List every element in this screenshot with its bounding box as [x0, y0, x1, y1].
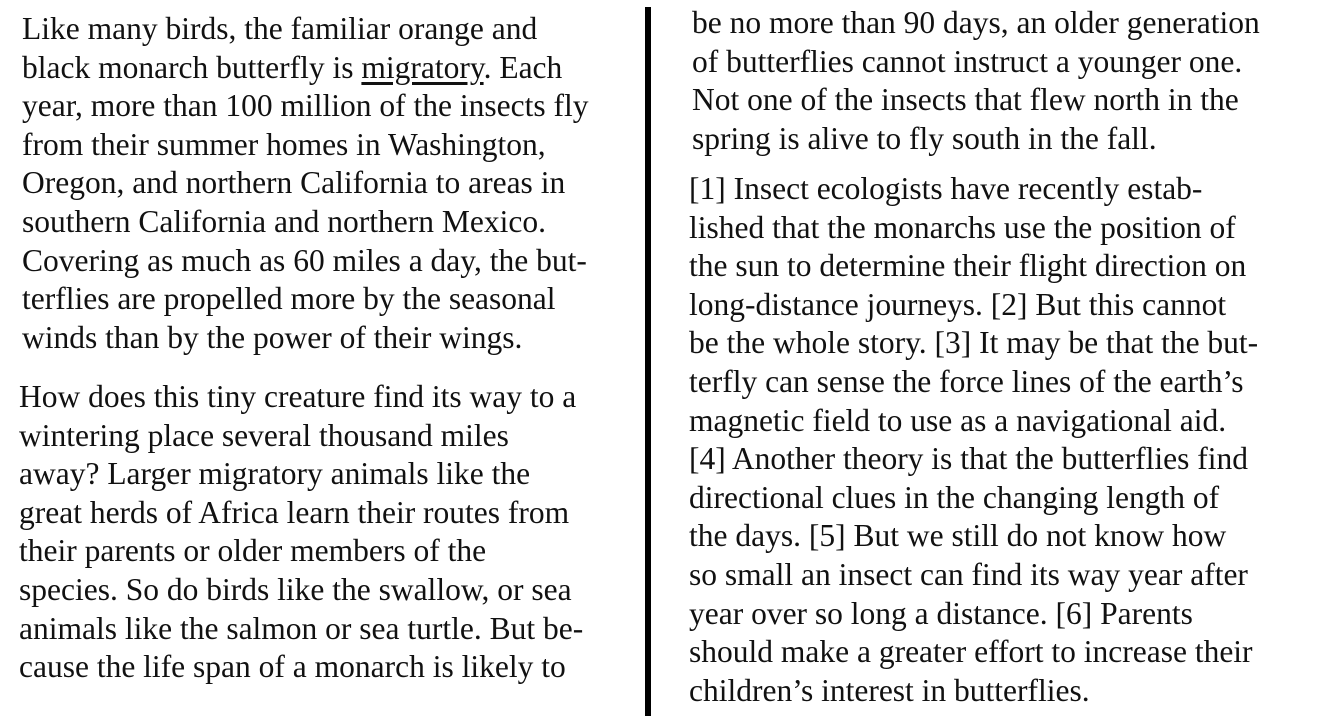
left-paragraph-1: [22, 10, 588, 357]
text-line: year, more than 100 million of the insects fly: [22, 88, 589, 124]
text-line: lished that the monarchs use the position of: [689, 209, 1236, 245]
text-line: year over so long a distance. [6] Parents: [689, 595, 1193, 631]
text-line: terflies are propelled more by the seasonal: [22, 281, 556, 317]
text-line: Not one of the insects that flew north in the: [692, 82, 1239, 118]
text-line: [1] Insect ecologists have recently estab-: [689, 171, 1203, 206]
text-line: magnetic field to use as a navigational aid.: [689, 402, 1227, 438]
text-line: wintering place several thousand miles: [19, 417, 509, 453]
right-paragraph-1: [692, 4, 1260, 158]
text-line: be the whole story. [3] It may be that the but-: [689, 325, 1259, 361]
text-line: the days. [5] But we still do not know how: [689, 518, 1227, 554]
right-paragraph-2: [689, 170, 1258, 710]
text-line: Like many birds, the familiar orange and: [22, 11, 538, 46]
text-line: be no more than 90 days, an older generation: [692, 5, 1260, 40]
text-line: Covering as much as 60 miles a day, the but-: [22, 242, 587, 278]
text-line: spring is alive to fly south in the fall.: [692, 120, 1157, 156]
text-line: their parents or older members of the: [19, 533, 487, 569]
text-line: should make a greater effort to increase their: [689, 634, 1253, 670]
text-line: the sun to determine their flight direction on: [689, 248, 1247, 284]
text-line: terfly can sense the force lines of the earth’s: [689, 363, 1244, 399]
text-line: [4] Another theory is that the butterflies find: [689, 441, 1248, 477]
text-line: of butterflies cannot instruct a younger one.: [692, 43, 1243, 79]
text-line: How does this tiny creature find its way to a: [19, 379, 577, 414]
text-line: from their summer homes in Washington,: [22, 126, 546, 162]
text-line: animals like the salmon or sea turtle. But be-: [19, 610, 584, 646]
text-segment: . Each: [483, 49, 563, 85]
text-line: away? Larger migratory animals like the: [19, 456, 531, 492]
text-line: species. So do birds like the swallow, or sea: [19, 571, 572, 607]
text-segment: black monarch butterfly is: [22, 49, 362, 85]
text-line: southern California and northern Mexico.: [22, 203, 546, 239]
text-line: cause the life span of a monarch is likely to: [19, 649, 566, 685]
text-line-with-underlined-term: [22, 49, 588, 88]
left-paragraph-2: [19, 378, 583, 687]
text-line: winds than by the power of their wings.: [22, 319, 523, 355]
text-line: long-distance journeys. [2] But this cannot: [689, 286, 1227, 322]
text-line: Oregon, and northern California to areas in: [22, 165, 566, 201]
text-line: children’s interest in butterflies.: [689, 672, 1090, 708]
underlined-word-migratory: migratory: [361, 49, 484, 85]
column-divider: [645, 7, 651, 716]
text-line: directional clues in the changing length of: [689, 479, 1220, 515]
text-line: great herds of Africa learn their routes from: [19, 494, 570, 530]
text-line: so small an insect can find its way year after: [689, 556, 1248, 592]
